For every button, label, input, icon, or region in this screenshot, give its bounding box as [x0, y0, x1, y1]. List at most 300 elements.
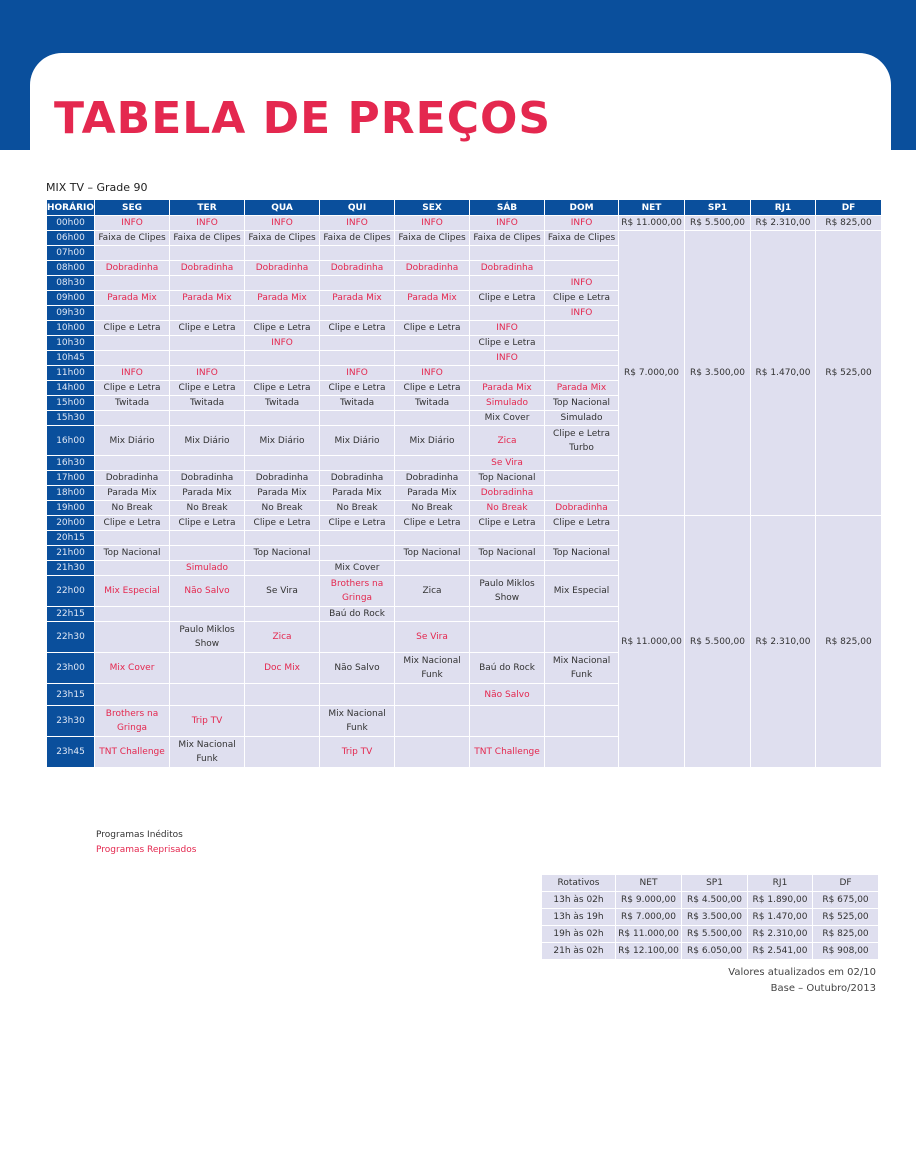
program-cell-rerun: INFO [395, 366, 470, 381]
rotativos-price: R$ 11.000,00 [616, 926, 682, 943]
program-cell [245, 411, 320, 426]
program-cell: Mix Nacional Funk [395, 653, 470, 684]
rotativos-row [542, 926, 879, 943]
program-cell [170, 351, 245, 366]
time-slot: 15h30 [47, 411, 95, 426]
program-cell: Clipe e Letra [95, 381, 170, 396]
time-slot: 23h30 [47, 706, 95, 737]
program-cell [395, 456, 470, 471]
program-cell: Paulo Miklos Show [470, 576, 545, 607]
program-cell [95, 622, 170, 653]
program-cell [545, 486, 619, 501]
program-cell [395, 246, 470, 261]
rotativos-price: R$ 525,00 [813, 909, 879, 926]
price-net: R$ 11.000,00 [619, 516, 685, 768]
program-cell: Baú do Rock [320, 607, 395, 622]
program-cell: Não Salvo [320, 653, 395, 684]
column-header: RJ1 [751, 200, 816, 216]
time-slot: 09h00 [47, 291, 95, 306]
program-cell [170, 456, 245, 471]
program-cell: Parada Mix [245, 486, 320, 501]
footer-note [728, 965, 876, 997]
program-cell-rerun: Não Salvo [170, 576, 245, 607]
program-cell-rerun: Parada Mix [245, 291, 320, 306]
program-cell-rerun: Parada Mix [395, 291, 470, 306]
program-cell: Clipe e Letra [170, 321, 245, 336]
program-cell-rerun: Se Vira [395, 622, 470, 653]
time-slot: 14h00 [47, 381, 95, 396]
price-rj1: R$ 1.470,00 [751, 231, 816, 516]
program-cell [395, 336, 470, 351]
program-cell [545, 471, 619, 486]
time-slot: 17h00 [47, 471, 95, 486]
column-header: SEG [95, 200, 170, 216]
program-cell [95, 531, 170, 546]
program-cell: Clipe e Letra [320, 321, 395, 336]
rotativos-price: R$ 2.541,00 [748, 943, 813, 960]
program-cell: Mix Nacional Funk [170, 737, 245, 768]
time-slot: 10h30 [47, 336, 95, 351]
program-cell-rerun: TNT Challenge [95, 737, 170, 768]
program-cell: Twitada [95, 396, 170, 411]
program-cell-rerun: INFO [395, 216, 470, 231]
program-cell: Top Nacional [545, 396, 619, 411]
program-cell-rerun: INFO [470, 321, 545, 336]
program-cell-rerun: Simulado [470, 396, 545, 411]
program-cell [470, 561, 545, 576]
program-cell [320, 684, 395, 706]
time-slot: 23h45 [47, 737, 95, 768]
program-cell-rerun: Zica [245, 622, 320, 653]
time-slot: 20h15 [47, 531, 95, 546]
program-cell-rerun: Simulado [170, 561, 245, 576]
program-cell [320, 546, 395, 561]
program-cell: Dobradinha [95, 471, 170, 486]
program-cell: Parada Mix [170, 486, 245, 501]
program-cell: Dobradinha [320, 471, 395, 486]
program-cell [320, 351, 395, 366]
program-cell: Top Nacional [395, 546, 470, 561]
program-cell-rerun: INFO [320, 366, 395, 381]
program-cell [95, 684, 170, 706]
rotativos-period: 13h às 02h [542, 892, 616, 909]
program-cell-rerun: Parada Mix [320, 291, 395, 306]
program-cell-rerun: Não Salvo [470, 684, 545, 706]
program-cell: Clipe e Letra [245, 321, 320, 336]
program-cell-rerun: Parada Mix [545, 381, 619, 396]
program-cell [320, 411, 395, 426]
program-cell-rerun: INFO [245, 336, 320, 351]
program-cell [245, 561, 320, 576]
time-slot: 09h30 [47, 306, 95, 321]
footer-updated: Valores atualizados em 02/10 [728, 967, 876, 978]
program-cell [545, 561, 619, 576]
program-cell [245, 456, 320, 471]
program-cell: Mix Diário [320, 426, 395, 456]
program-cell: Mix Nacional Funk [320, 706, 395, 737]
rotativos-header: NET [616, 875, 682, 892]
schedule-row [47, 516, 882, 531]
program-cell: Clipe e Letra [470, 516, 545, 531]
program-cell [470, 246, 545, 261]
program-cell [170, 653, 245, 684]
program-cell-rerun: Dobradinha [470, 261, 545, 276]
column-header: QUA [245, 200, 320, 216]
program-cell-rerun: INFO [545, 306, 619, 321]
program-cell: No Break [395, 501, 470, 516]
program-cell [245, 607, 320, 622]
program-cell: Clipe e Letra [395, 516, 470, 531]
program-cell: Parada Mix [320, 486, 395, 501]
program-cell-rerun: Brothers na Gringa [320, 576, 395, 607]
program-cell [545, 706, 619, 737]
program-cell [395, 306, 470, 321]
program-cell [545, 531, 619, 546]
price-net: R$ 11.000,00 [619, 216, 685, 231]
program-cell [245, 684, 320, 706]
program-cell: Faixa de Clipes [470, 231, 545, 246]
page-title: TABELA DE PREÇOS [54, 93, 552, 144]
program-cell [470, 306, 545, 321]
program-cell [320, 456, 395, 471]
rotativos-price: R$ 3.500,00 [682, 909, 748, 926]
time-slot: 10h00 [47, 321, 95, 336]
program-cell: Clipe e Letra [320, 381, 395, 396]
price-df: R$ 525,00 [816, 231, 882, 516]
program-cell [170, 276, 245, 291]
price-df: R$ 825,00 [816, 216, 882, 231]
time-slot: 16h00 [47, 426, 95, 456]
time-slot: 22h15 [47, 607, 95, 622]
program-cell [545, 261, 619, 276]
schedule-row [47, 216, 882, 231]
program-cell: Faixa de Clipes [395, 231, 470, 246]
program-cell [170, 684, 245, 706]
program-cell: Mix Diário [395, 426, 470, 456]
program-cell: No Break [245, 501, 320, 516]
program-cell [245, 276, 320, 291]
column-header: HORÁRIO [47, 200, 95, 216]
program-cell: Faixa de Clipes [95, 231, 170, 246]
rotativos-header: DF [813, 875, 879, 892]
column-header: SÁB [470, 200, 545, 216]
program-cell [170, 546, 245, 561]
program-cell [95, 607, 170, 622]
program-cell-rerun: TNT Challenge [470, 737, 545, 768]
column-header: TER [170, 200, 245, 216]
column-header: SEX [395, 200, 470, 216]
program-cell-rerun: Parada Mix [95, 291, 170, 306]
program-cell: Faixa de Clipes [245, 231, 320, 246]
price-df: R$ 825,00 [816, 516, 882, 768]
program-cell [245, 706, 320, 737]
grid-subtitle: MIX TV – Grade 90 [46, 181, 148, 194]
rotativos-price: R$ 825,00 [813, 926, 879, 943]
program-cell: Paulo Miklos Show [170, 622, 245, 653]
program-cell-rerun: INFO [95, 366, 170, 381]
program-cell: Top Nacional [545, 546, 619, 561]
program-cell [245, 246, 320, 261]
program-cell: Clipe e Letra [95, 516, 170, 531]
rotativos-period: 21h às 02h [542, 943, 616, 960]
column-header: DOM [545, 200, 619, 216]
program-cell: Simulado [545, 411, 619, 426]
time-slot: 23h00 [47, 653, 95, 684]
schedule-header-row [47, 200, 882, 216]
program-cell-rerun: Dobradinha [320, 261, 395, 276]
time-slot: 20h00 [47, 516, 95, 531]
program-cell: Parada Mix [95, 486, 170, 501]
program-cell [545, 246, 619, 261]
program-cell [545, 684, 619, 706]
program-cell-rerun: Brothers na Gringa [95, 706, 170, 737]
program-cell [395, 737, 470, 768]
rotativos-price: R$ 5.500,00 [682, 926, 748, 943]
program-cell: Twitada [320, 396, 395, 411]
program-cell [470, 276, 545, 291]
program-cell: Mix Diário [170, 426, 245, 456]
time-slot: 00h00 [47, 216, 95, 231]
footer-base: Base – Outubro/2013 [770, 983, 876, 994]
program-cell [170, 411, 245, 426]
program-cell: Clipe e Letra [395, 381, 470, 396]
program-cell [395, 531, 470, 546]
program-cell: Dobradinha [170, 471, 245, 486]
program-cell [470, 622, 545, 653]
program-cell: No Break [170, 501, 245, 516]
program-cell: Zica [395, 576, 470, 607]
program-cell [320, 531, 395, 546]
program-cell: Top Nacional [470, 546, 545, 561]
time-slot: 10h45 [47, 351, 95, 366]
program-cell-rerun: Se Vira [470, 456, 545, 471]
price-sp1: R$ 5.500,00 [685, 516, 751, 768]
program-cell [545, 737, 619, 768]
program-cell: Clipe e Letra Turbo [545, 426, 619, 456]
program-cell [470, 706, 545, 737]
program-cell-rerun: Mix Cover [95, 653, 170, 684]
column-header: DF [816, 200, 882, 216]
program-cell-rerun: Trip TV [170, 706, 245, 737]
time-slot: 07h00 [47, 246, 95, 261]
program-cell: Mix Especial [545, 576, 619, 607]
program-cell-rerun: Parada Mix [170, 291, 245, 306]
column-header: SP1 [685, 200, 751, 216]
program-cell: Baú do Rock [470, 653, 545, 684]
time-slot: 11h00 [47, 366, 95, 381]
program-cell [95, 456, 170, 471]
program-cell [320, 336, 395, 351]
program-cell: Clipe e Letra [245, 381, 320, 396]
program-cell-rerun: Parada Mix [470, 381, 545, 396]
program-cell [470, 366, 545, 381]
time-slot: 18h00 [47, 486, 95, 501]
program-cell-rerun: Dobradinha [95, 261, 170, 276]
program-cell-rerun: INFO [470, 216, 545, 231]
program-cell [95, 246, 170, 261]
program-cell: Faixa de Clipes [170, 231, 245, 246]
rotativos-row [542, 943, 879, 960]
rotativos-price: R$ 1.890,00 [748, 892, 813, 909]
price-sp1: R$ 3.500,00 [685, 231, 751, 516]
program-cell [170, 607, 245, 622]
rotativos-price: R$ 2.310,00 [748, 926, 813, 943]
time-slot: 16h30 [47, 456, 95, 471]
program-cell [395, 607, 470, 622]
rotativos-period: 19h às 02h [542, 926, 616, 943]
program-cell: Mix Cover [320, 561, 395, 576]
program-cell-rerun: Zica [470, 426, 545, 456]
program-cell [170, 531, 245, 546]
program-cell [95, 351, 170, 366]
program-cell [545, 456, 619, 471]
program-cell: Clipe e Letra [170, 381, 245, 396]
program-cell-rerun: INFO [95, 216, 170, 231]
program-cell [395, 706, 470, 737]
time-slot: 21h30 [47, 561, 95, 576]
program-cell [245, 306, 320, 321]
price-rj1: R$ 2.310,00 [751, 216, 816, 231]
program-cell: Parada Mix [395, 486, 470, 501]
program-cell: Top Nacional [95, 546, 170, 561]
rotativos-header: Rotativos [542, 875, 616, 892]
program-cell: Clipe e Letra [470, 336, 545, 351]
program-cell [170, 246, 245, 261]
program-cell [170, 336, 245, 351]
program-cell: No Break [95, 501, 170, 516]
time-slot: 15h00 [47, 396, 95, 411]
time-slot: 08h30 [47, 276, 95, 291]
program-cell [545, 321, 619, 336]
program-cell [95, 276, 170, 291]
program-cell-rerun: INFO [320, 216, 395, 231]
program-cell [395, 561, 470, 576]
program-cell: Dobradinha [395, 471, 470, 486]
program-cell: No Break [320, 501, 395, 516]
legend-rerun: Programas Reprisados [96, 845, 197, 855]
program-cell: Twitada [395, 396, 470, 411]
program-cell [320, 246, 395, 261]
program-cell [395, 684, 470, 706]
program-cell [395, 351, 470, 366]
program-cell [245, 366, 320, 381]
program-cell [545, 336, 619, 351]
rotativos-price: R$ 12.100,00 [616, 943, 682, 960]
legend-new: Programas Inéditos [96, 830, 183, 840]
program-cell-rerun: INFO [170, 366, 245, 381]
program-cell: Clipe e Letra [170, 516, 245, 531]
program-cell: Clipe e Letra [470, 291, 545, 306]
program-cell-rerun: Dobradinha [470, 486, 545, 501]
program-cell [95, 561, 170, 576]
legend [96, 828, 196, 858]
program-cell: Faixa de Clipes [545, 231, 619, 246]
program-cell-rerun: Trip TV [320, 737, 395, 768]
program-cell: Twitada [170, 396, 245, 411]
rotativos-header: RJ1 [748, 875, 813, 892]
program-cell [320, 306, 395, 321]
program-cell: Top Nacional [245, 546, 320, 561]
program-cell-rerun: No Break [470, 501, 545, 516]
program-cell: Clipe e Letra [545, 291, 619, 306]
program-cell [470, 607, 545, 622]
column-header: QUI [320, 200, 395, 216]
schedule-row [47, 231, 882, 246]
program-cell [95, 306, 170, 321]
rotativos-price: R$ 9.000,00 [616, 892, 682, 909]
time-slot: 08h00 [47, 261, 95, 276]
program-cell: Clipe e Letra [395, 321, 470, 336]
program-cell [320, 276, 395, 291]
program-cell [95, 336, 170, 351]
program-cell: Mix Cover [470, 411, 545, 426]
program-cell: Clipe e Letra [545, 516, 619, 531]
time-slot: 23h15 [47, 684, 95, 706]
program-cell [545, 351, 619, 366]
program-cell: Top Nacional [470, 471, 545, 486]
price-sp1: R$ 5.500,00 [685, 216, 751, 231]
program-cell-rerun: INFO [470, 351, 545, 366]
price-net: R$ 7.000,00 [619, 231, 685, 516]
rotativos-row [542, 892, 879, 909]
program-cell: Twitada [245, 396, 320, 411]
time-slot: 22h00 [47, 576, 95, 607]
rotativos-header-row [542, 875, 879, 892]
program-cell: Clipe e Letra [95, 321, 170, 336]
program-cell [320, 622, 395, 653]
time-slot: 06h00 [47, 231, 95, 246]
program-cell [245, 531, 320, 546]
time-slot: 19h00 [47, 501, 95, 516]
program-cell: Mix Diário [245, 426, 320, 456]
program-cell-rerun: INFO [545, 276, 619, 291]
price-rj1: R$ 2.310,00 [751, 516, 816, 768]
program-cell: Dobradinha [245, 471, 320, 486]
schedule-table [46, 199, 882, 768]
rotativos-price: R$ 908,00 [813, 943, 879, 960]
program-cell [170, 306, 245, 321]
program-cell-rerun: INFO [170, 216, 245, 231]
program-cell-rerun: Dobradinha [245, 261, 320, 276]
program-cell [245, 737, 320, 768]
column-header: NET [619, 200, 685, 216]
program-cell-rerun: Dobradinha [170, 261, 245, 276]
program-cell-rerun: INFO [245, 216, 320, 231]
program-cell [545, 366, 619, 381]
time-slot: 21h00 [47, 546, 95, 561]
program-cell [545, 607, 619, 622]
program-cell [470, 531, 545, 546]
rotativos-header: SP1 [682, 875, 748, 892]
program-cell [395, 276, 470, 291]
program-cell: Mix Diário [95, 426, 170, 456]
program-cell: Se Vira [245, 576, 320, 607]
rotativos-price: R$ 4.500,00 [682, 892, 748, 909]
rotativos-table [541, 874, 879, 960]
program-cell: Mix Nacional Funk [545, 653, 619, 684]
program-cell-rerun: Mix Especial [95, 576, 170, 607]
program-cell [95, 411, 170, 426]
program-cell [245, 351, 320, 366]
rotativos-row [542, 909, 879, 926]
program-cell: Clipe e Letra [245, 516, 320, 531]
rotativos-price: R$ 675,00 [813, 892, 879, 909]
rotativos-price: R$ 1.470,00 [748, 909, 813, 926]
program-cell-rerun: Dobradinha [545, 501, 619, 516]
program-cell-rerun: Doc Mix [245, 653, 320, 684]
program-cell: Faixa de Clipes [320, 231, 395, 246]
rotativos-price: R$ 7.000,00 [616, 909, 682, 926]
